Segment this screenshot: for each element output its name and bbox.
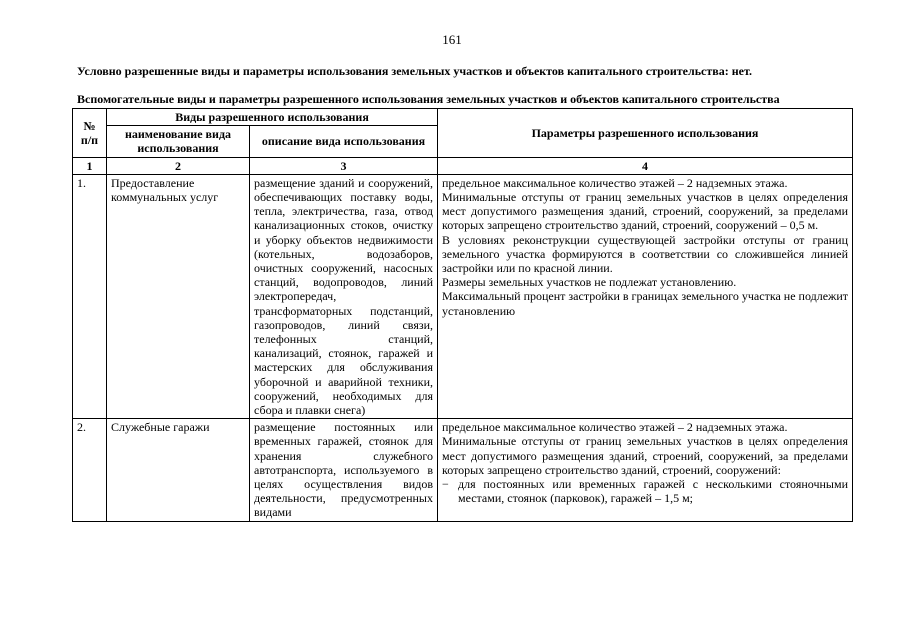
column-index-1: 1 <box>73 157 107 174</box>
conditional-uses-heading: Условно разрешенные виды и параметры использования земельных участков и объектов капитального строительства: нет. <box>77 64 752 78</box>
land-use-table <box>72 108 853 522</box>
column-index-3: 3 <box>250 157 438 174</box>
header-parameters: Параметры разрешенного использования <box>438 109 853 158</box>
use-parameters <box>438 174 853 418</box>
header-kinds-of-use: Виды разрешенного использования <box>107 109 438 126</box>
use-parameters <box>438 419 853 521</box>
header-kind-description: описание вида использования <box>250 126 438 157</box>
auxiliary-uses-heading: Вспомогательные виды и параметры разрешенного использования земельных участков и объектов капитального строительства <box>77 92 780 106</box>
use-name: Предоставление коммунальных услуг <box>107 174 250 418</box>
parameter-text: Минимальные отступы от границ земельных участков в целях определения мест допустимого размещения зданий, строений, сооружений, за пределами которых запрещено строительство зданий, строений, сооружений – 0,5 м. <box>442 190 848 233</box>
row-number: 2. <box>73 419 107 521</box>
table-row <box>73 419 853 521</box>
parameter-list-item-text: для постоянных или временных гаражей с несколькими стояночными местами, стоянок (парковок), гаражей – 1,5 м; <box>458 477 848 506</box>
parameter-list-item <box>442 477 848 505</box>
header-row-number: № п/п <box>73 109 107 158</box>
column-index-2: 2 <box>107 157 250 174</box>
row-number: 1. <box>73 174 107 418</box>
dash-bullet-icon: − <box>442 477 449 492</box>
parameter-text: В условиях реконструкции существующей застройки отступы от границ земельного участка формируются в соответствии со сложившейся линией застройки или по красной линии. <box>442 232 848 276</box>
parameter-text: Размеры земельных участков не подлежат установлению. <box>442 275 737 290</box>
parameter-text: предельное максимальное количество этажей – 2 надземных этажа. <box>442 175 788 190</box>
use-name: Служебные гаражи <box>107 419 250 521</box>
column-index-4: 4 <box>438 157 853 174</box>
parameter-text: предельное максимальное количество этажей – 2 надземных этажа. <box>442 420 788 435</box>
table-row <box>73 174 853 418</box>
parameter-text: Минимальные отступы от границ земельных участков в целях определения мест допустимого размещения зданий, строений, сооружений, за пределами которых запрещено строительство зданий, строений, сооружений: <box>442 434 848 477</box>
page-number: 161 <box>442 32 462 47</box>
parameter-text: Максимальный процент застройки в границах земельного участка не подлежит установлению <box>442 289 848 318</box>
use-description: размещение зданий и сооружений, обеспечивающих поставку воды, тепла, электричества, газа, отвод канализационных стоков, очистку и уборку объектов недвижимости (котельных, водозаборов, очистных сооружений, насосных станций, водопроводов, линий электропередач, трансформаторных подстанций, газопроводов, линий связи, телефонных станций, канализаций, стоянок, гаражей и мастерских для обслуживания уборочной и аварийной техники, сооружений, необходимых для сбора и плавки снега) <box>250 174 438 418</box>
header-kind-name: наименование вида использования <box>107 126 250 157</box>
use-description: размещение постоянных или временных гаражей, стоянок для хранения служебного автотранспорта, используемого в целях осуществления видов деятельности, предусмотренных видами <box>250 419 438 521</box>
